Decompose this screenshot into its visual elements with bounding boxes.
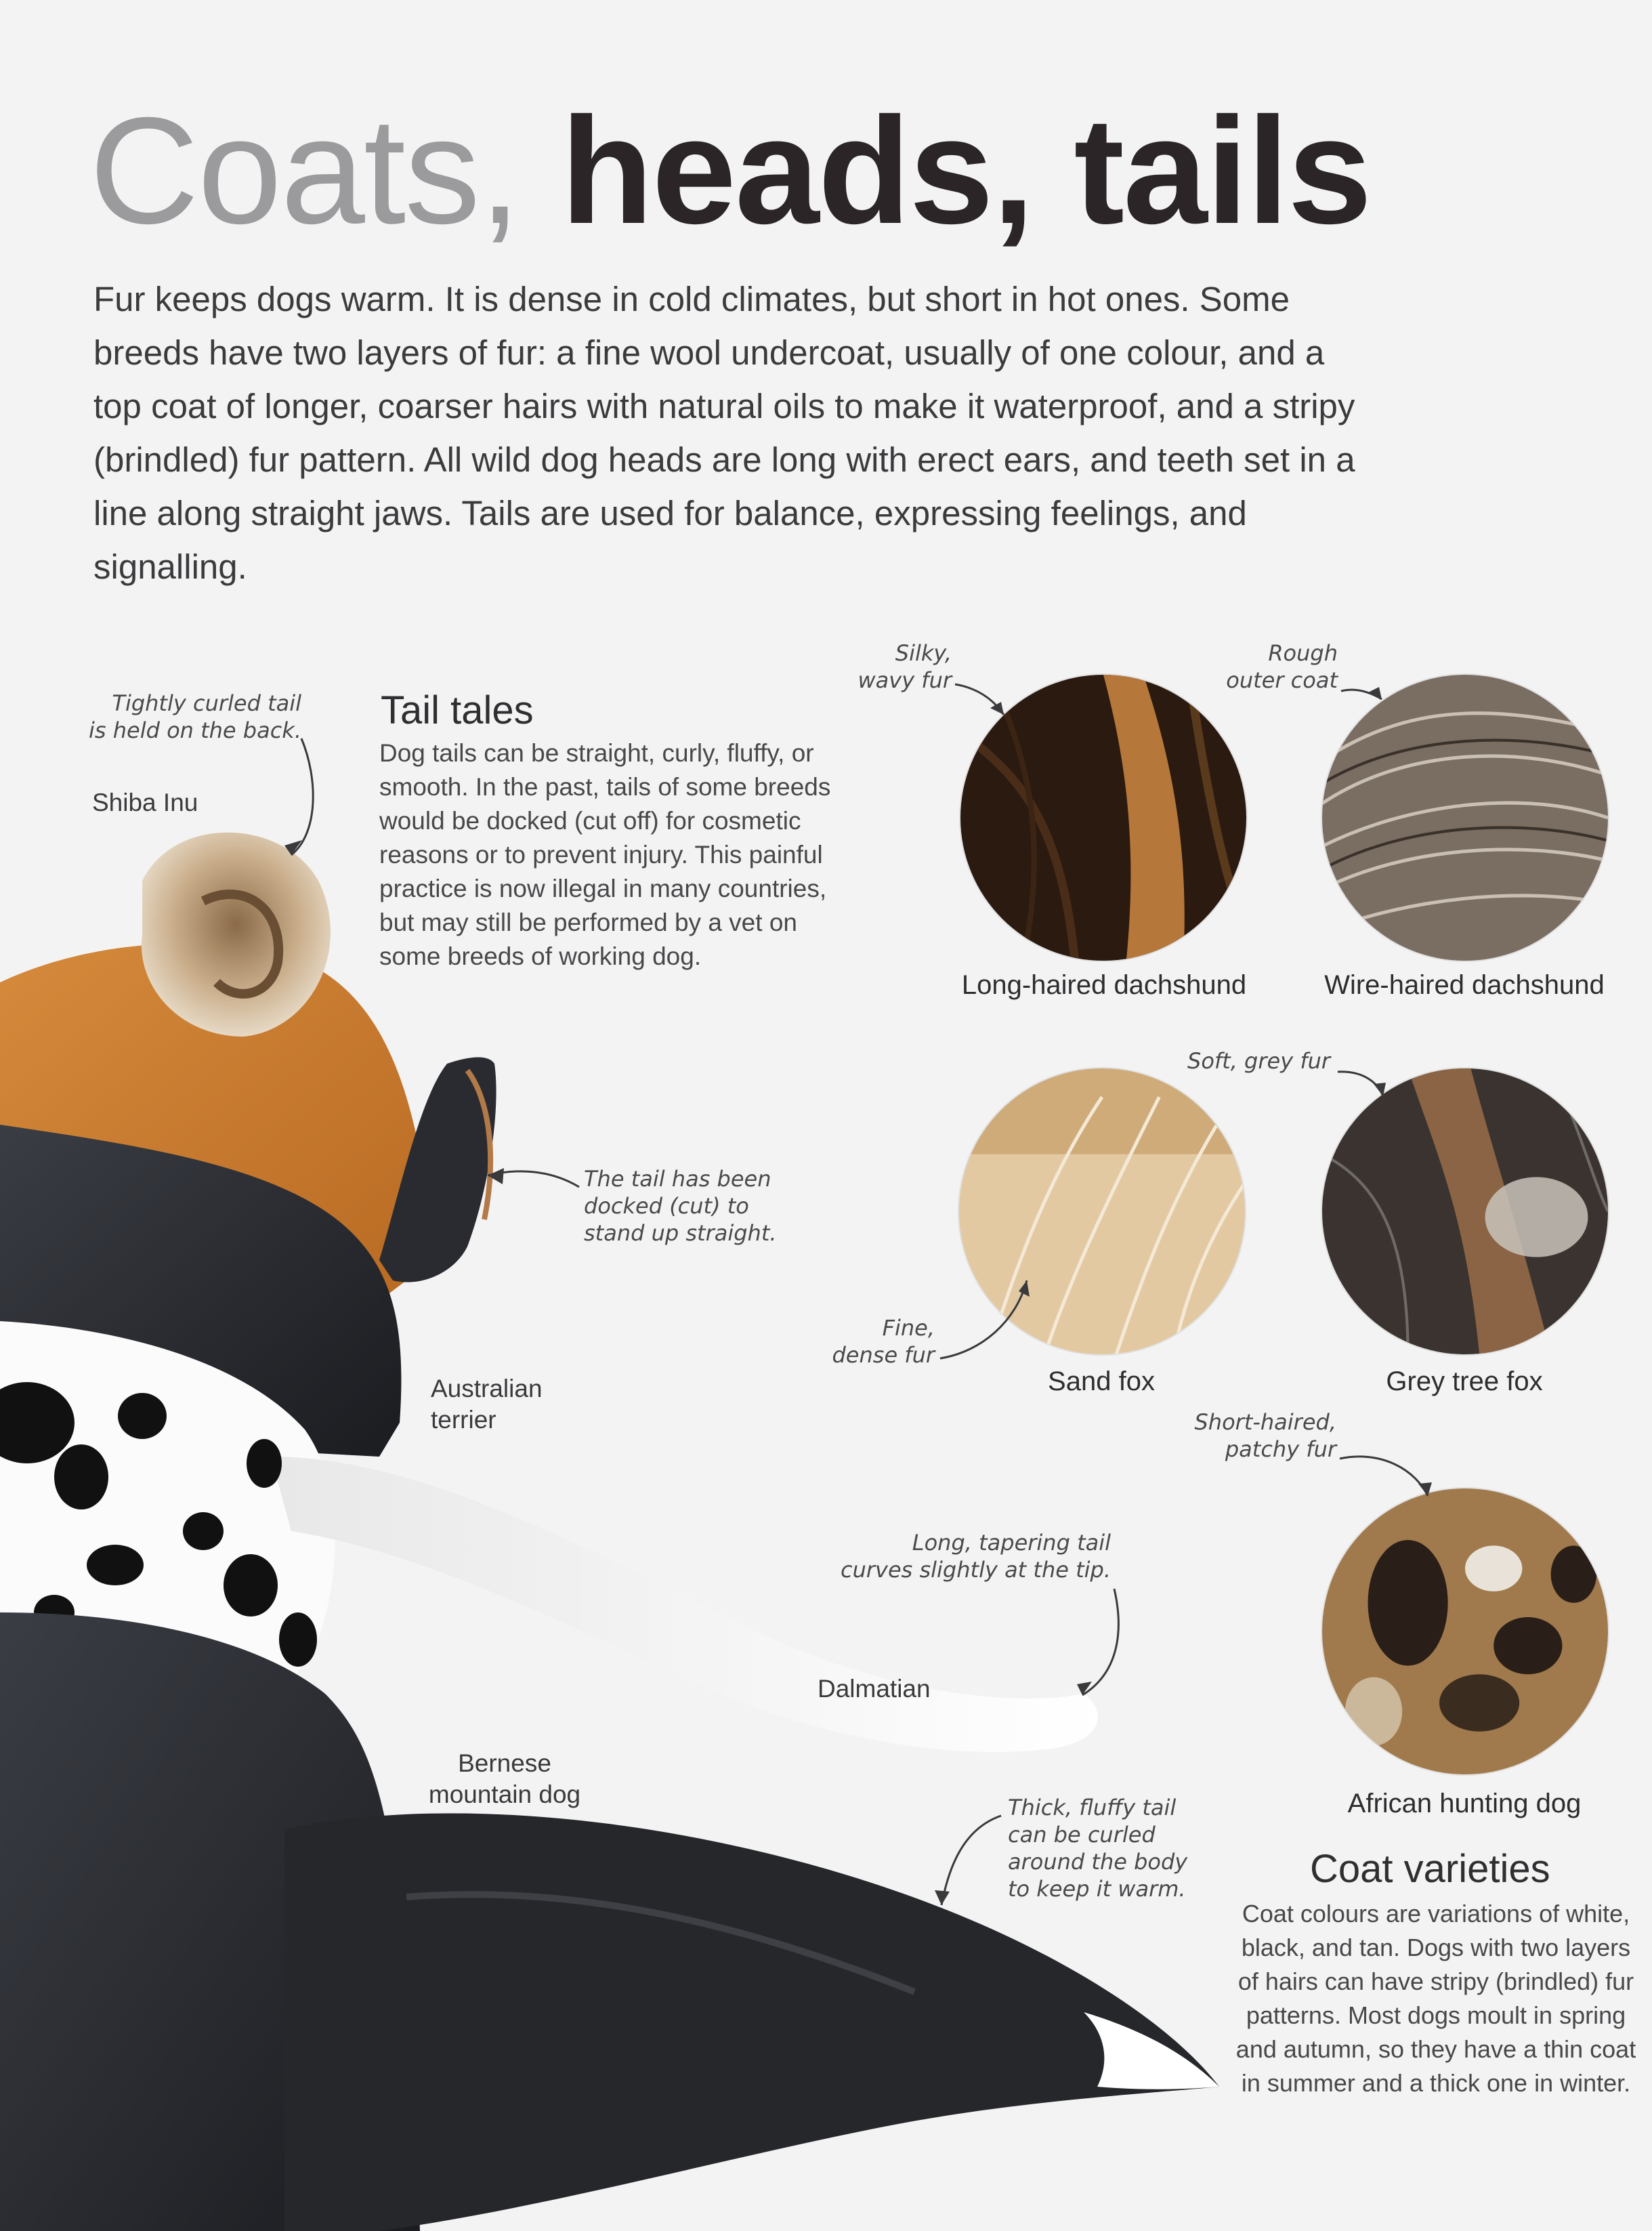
tail-tales-heading: Tail tales: [381, 688, 534, 732]
patchy-fur-swatch-icon: [1322, 1488, 1608, 1774]
sandy-fur-swatch-icon: [959, 1068, 1245, 1354]
shiba-tail: [142, 833, 331, 1037]
coat-note-rough: Rough outer coat: [1226, 640, 1338, 693]
coat-note-soft: Soft, grey fur: [1187, 1048, 1331, 1074]
dalmatian-label: Dalmatian: [818, 1675, 931, 1703]
coat-varieties-heading: Coat varieties: [1310, 1847, 1550, 1891]
intro-paragraph: Fur keeps dogs warm. It is dense in cold climates, but short in hot ones. Some breeds have two layers of fur: a fine wool undercoat, usually of one colour, and a top coat of longer, coarser hairs with natural oils to make it waterproof, and a stripy (brindled) fur pattern. All wild dog heads are long with erect ears, and teeth set in a line along straight jaws. Tails are used for balance, expressing feelings, and signalling.: [93, 280, 1355, 586]
page-title: Coats, heads, tails: [89, 86, 1371, 255]
bernese-label: Bernese mountain dog: [428, 1749, 581, 1808]
bernese-note: Thick, fluffy tail can be curled around the body to keep it warm.: [1008, 1795, 1188, 1902]
coat-label-african-hunting-dog: African hunting dog: [1347, 1789, 1582, 1818]
coat-label-wire-haired-dachshund: Wire-haired dachshund: [1324, 970, 1605, 1000]
shiba-note: Tightly curled tail is held on the back.: [88, 690, 301, 743]
coat-note-fine: Fine, dense fur: [832, 1315, 935, 1368]
dalmatian-note: Long, tapering tail curves slightly at the tip.: [840, 1530, 1111, 1583]
terrier-label: Australian terrier: [431, 1375, 543, 1434]
coat-note-silky: Silky, wavy fur: [857, 640, 952, 693]
dalmatian-tail: [271, 1457, 1098, 1752]
grey-fur-swatch-icon: [1322, 1068, 1608, 1354]
coat-label-long-haired-dachshund: Long-haired dachshund: [961, 970, 1247, 1000]
coat-label-sand-fox: Sand fox: [1048, 1367, 1155, 1396]
silky-fur-swatch-icon: [960, 675, 1246, 961]
wiry-fur-swatch-icon: [1322, 675, 1608, 961]
coat-note-patchy: Short-haired, patchy fur: [1194, 1409, 1336, 1462]
coat-label-grey-tree-fox: Grey tree fox: [1386, 1367, 1543, 1396]
terrier-note: The tail has been docked (cut) to stand up straight.: [584, 1166, 777, 1246]
tail-tales-text: Dog tails can be straight, curly, fluffy, or smooth. In the past, tails of some breeds would be docked (cut off) for cosmetic reasons or to prevent injury. This painful practice is now illegal in many countries, but may still be performed by a vet on some breeds of working dog.: [379, 739, 831, 970]
shiba-label: Shiba Inu: [92, 789, 198, 816]
coat-varieties-text: Coat colours are variations of white, black, and tan. Dogs with two layers of hairs can have stripy (brindled) fur patterns. Most dogs moult in spring and autumn, so they have a thin coat in summer and a thick one in winter.: [1235, 1900, 1636, 2097]
